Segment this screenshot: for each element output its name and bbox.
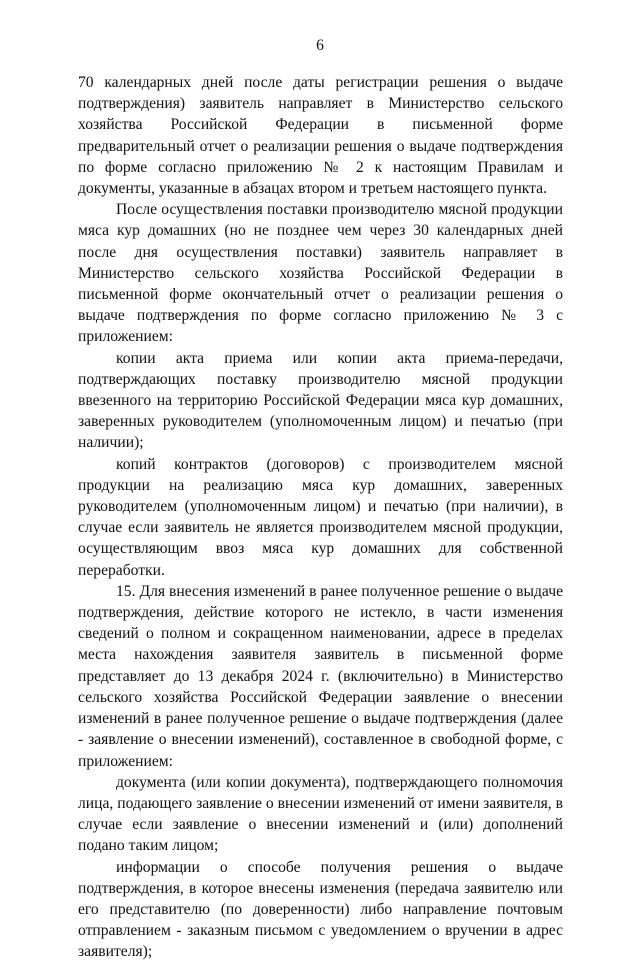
paragraph-receipt-method: информации о способе получения решения о выдаче подтверждения, в которое внесены изменения (передача заявителю или его представителю (по доверенности) либо направление почтовым отправлением - заказным письмом с уведомлением о вручении в адрес заявителя); [78,858,563,961]
paragraph-contract-copies: копий контрактов (договоров) с производителем мясной продукции на реализацию мяса кур домашних, заверенных руководителем (уполномоченным лицом) и печатью (при наличии), в случае если заявитель не является производителем мясной продукции, осуществляющим ввоз мяса кур домашних для собственной переработки. [78,455,563,579]
page-number: 6 [316,37,324,54]
paragraph-acceptance-act: копии акта приема или копии акта приема-передачи, подтверждающих поставку производителю мясной продукции ввезенного на территорию Российской Федерации мяса кур домашних, заверенных руководителем (уполномоченным лицом) и печатью (при наличии); [78,349,563,452]
paragraph-final-report: После осуществления поставки производителю мясной продукции мяса кур домашних (но не позднее чем через 30 календарных дней после дня осуществления поставки) заявитель направляет в Министерство сельского хозяйства Российской Федерации в письменной форме окончательный отчет о реализации решения о выдаче подтверждения по форме согласно приложению № 3 с приложением: [78,201,563,346]
paragraph-continuation: 70 календарных дней после даты регистрации решения о выдаче подтверждения) заявитель направляет в Министерство сельского хозяйства Российской Федерации в письменной форме предварительный отчет о реализации решения о выдаче подтверждения по форме согласно приложению № 2 к настоящим Правилам и документы, указанные в абзацах втором и третьем настоящего пункта. [78,74,563,198]
paragraph-item-15: 15. Для внесения изменений в ранее полученное решение о выдаче подтверждения, действие которого не истекло, в части изменения сведений о полном и сокращенном наименовании, адресе в пределах места нахождения заявителя заявитель в письменной форме представляет до 13 декабря 2024 г. (включительно) в Министерство сельского хозяйства Российской Федерации заявление о внесении изменений в ранее полученное решение о выдаче подтверждения (далее - заявление о внесении изменений), составленное в свободной форме, с приложением: [78,582,563,770]
paragraph-authority-document: документа (или копии документа), подтверждающего полномочия лица, подающего заявление о внесении изменений от имени заявителя, в случае если заявление о внесении изменений и (или) дополнений подано таким лицом; [78,773,563,855]
document-body [78,72,563,963]
